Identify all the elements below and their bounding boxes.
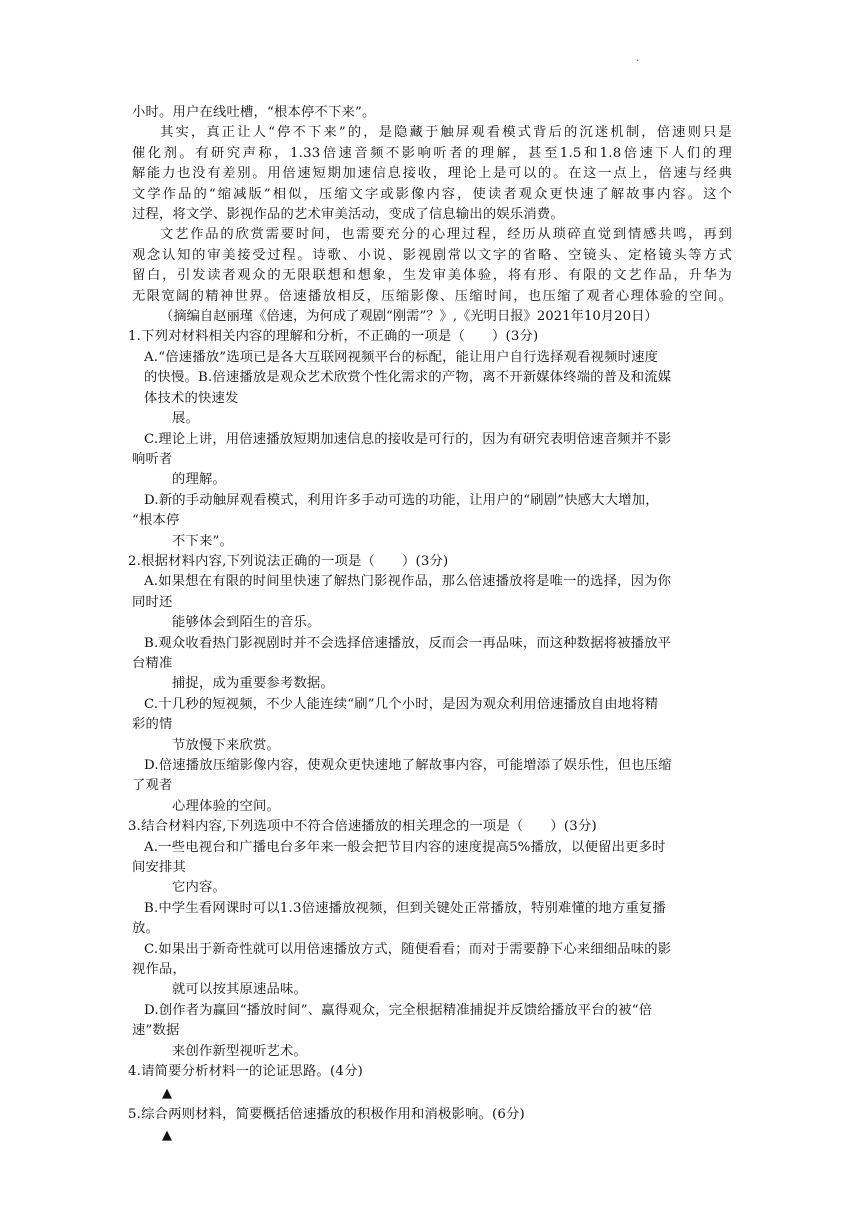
option-b bbox=[132, 899, 732, 940]
option-line: D.倍速播放压缩影像内容，使观众更快速地了解故事内容，可能增添了娱乐性，但也压缩 bbox=[144, 758, 672, 773]
page-mark: · bbox=[636, 56, 640, 67]
option-line: 它内容。 bbox=[172, 880, 226, 896]
option-line: 展。 bbox=[172, 411, 199, 427]
option-line: “根本停 bbox=[132, 513, 180, 529]
passage-line: 其实，真正让人“停不下来”的，是隐藏于触屏观看模式背后的沉迷机制，倍速则只是 bbox=[160, 125, 732, 141]
passage-line: 文艺作品的欣赏需要时间，也需要充分的心理过程，经历从琐碎直觉到情感共鸣，再到 bbox=[160, 227, 732, 243]
passage-line: 小时。用户在线吐槽，“根本停不下来”。 bbox=[132, 105, 376, 120]
option-line: 的快慢。B.倍速播放是观众艺术欣赏个性化需求的产物，离不开新媒体终端的普及和流媒 bbox=[144, 370, 672, 386]
option-line: 节放慢下来欣赏。 bbox=[172, 737, 280, 753]
option-line: 不下来”。 bbox=[172, 533, 233, 549]
passage-line: 无限宽阔的精神世界。倍速播放相反，压缩影像、压缩时间，也压缩了观者心理体验的空间。 bbox=[132, 288, 732, 304]
option-line: 了观者 bbox=[132, 778, 173, 794]
option-d bbox=[132, 1001, 732, 1062]
question-1 bbox=[128, 327, 732, 551]
question-3 bbox=[128, 817, 732, 1062]
option-line: 台精准 bbox=[132, 655, 173, 671]
passage-line: 过程，将文学、影视作品的艺术审美活动，变成了信息输出的娱乐消费。 bbox=[132, 207, 564, 223]
option-line: D.新的手动触屏观看模式，利用许多手动可选的功能，让用户的“刷剧”快感大大增加， bbox=[144, 492, 659, 508]
option-line: A.如果想在有限的时间里快速了解热门影视作品，那么倍速播放将是唯一的选择，因为你 bbox=[144, 574, 672, 590]
option-c bbox=[132, 430, 732, 491]
option-a bbox=[132, 572, 732, 633]
option-line: 来创作新型视听艺术。 bbox=[172, 1043, 307, 1059]
passage-line: 留白，引发读者观众的无限联想和想象，生发审美体验，将有形、有限的文艺作品，升华为 bbox=[132, 268, 732, 284]
option-line: 心理体验的空间。 bbox=[172, 798, 280, 814]
option-c bbox=[132, 695, 732, 756]
document-body bbox=[128, 103, 732, 1147]
option-line: 就可以按其原速品味。 bbox=[172, 982, 307, 998]
option-line: 视作品， bbox=[132, 962, 186, 978]
question-stem: 4.请简要分析材料一的论证思路。(4分) bbox=[128, 1064, 363, 1080]
option-d bbox=[132, 491, 732, 552]
question-stem: 1.下列对材料相关内容的理解和分析，不正确的一项是（ ）(3分) bbox=[128, 329, 539, 345]
option-line: 体技术的快速发 bbox=[144, 390, 239, 406]
option-a bbox=[132, 838, 732, 899]
option-c bbox=[132, 940, 732, 1001]
answer-marker: ▲ bbox=[162, 1127, 172, 1143]
option-d bbox=[132, 756, 732, 817]
option-line: 的理解。 bbox=[172, 472, 226, 488]
option-line: C.如果出于新奇性就可以用倍速播放方式，随便看看；而对于需要静下心来细细品味的影 bbox=[144, 941, 672, 957]
option-line: C.理论上讲，用倍速播放短期加速信息的接收是可行的，因为有研究表明倍速音频并不影 bbox=[144, 431, 672, 447]
reading-passage bbox=[132, 103, 732, 327]
option-line: B.中学生看网课时可以1.3倍速播放视频，但到关键处正常播放，特别难懂的地方重复播 bbox=[144, 900, 667, 916]
passage-line: 文学作品的“缩减版”相似，压缩文字或影像内容，使读者观众更快速了解故事内容。这个 bbox=[132, 186, 732, 202]
option-b bbox=[132, 634, 732, 695]
question-4 bbox=[128, 1062, 732, 1104]
passage-line: 观念认知的审美接受过程。诗歌、小说、影视剧常以文字的省略、空镜头、定格镜头等方式 bbox=[132, 247, 732, 263]
option-line: 能够体会到陌生的音乐。 bbox=[172, 615, 321, 631]
answer-marker: ▲ bbox=[162, 1085, 172, 1101]
option-line: 速”数据 bbox=[132, 1023, 180, 1039]
option-line: 捕捉，成为重要参考数据。 bbox=[172, 676, 334, 692]
option-line: 彩的情 bbox=[132, 717, 173, 733]
option-line: B.观众收看热门影视剧时并不会选择倍速播放，反而会一再品味，而这种数据将被播放平 bbox=[144, 635, 672, 651]
option-line: 间安排其 bbox=[132, 860, 186, 876]
option-line: 放。 bbox=[132, 921, 159, 937]
question-stem: 5.综合两则材料，简要概括倍速播放的积极作用和消极影响。(6分) bbox=[128, 1106, 525, 1122]
option-line: 同时还 bbox=[132, 594, 173, 610]
passage-line: 催化剂。有研究声称，1.33倍速音频不影响听者的理解，甚至1.5和1.8倍速下人们的理 bbox=[132, 145, 732, 161]
option-line: C.十几秒的短视频，不少人能连续“刷”几个小时，是因为观众利用倍速播放自由地将精 bbox=[144, 696, 659, 712]
option-line: A.“倍速播放”选项已是各大互联网视频平台的标配，能让用户自行选择观看视频时速度 bbox=[144, 349, 659, 365]
question-2 bbox=[128, 552, 732, 817]
option-line: D.创作者为赢回“播放时间”、赢得观众，完全根据精准捕捉并反馈给播放平台的被“倍 bbox=[144, 1002, 653, 1018]
option-line: A.一些电视台和广播电台多年来一般会把节目内容的速度提高5%播放，以便留出更多时 bbox=[144, 839, 666, 855]
passage-line: 解能力也没有差别。用倍速短期加速信息接收，理论上是可以的。在这一点上，倍速与经典 bbox=[132, 166, 732, 182]
question-stem: 2.根据材料内容,下列说法正确的一项是（ ）(3分) bbox=[128, 553, 449, 569]
source-citation: （摘编自赵丽瑾《倍速，为何成了观剧“刚需”？》,《光明日报》2021年10月20日） bbox=[160, 309, 658, 325]
question-stem: 3.结合材料内容,下列选项中不符合倍速播放的相关理念的一项是（ ）(3分) bbox=[128, 819, 597, 835]
option-line: 响听者 bbox=[132, 451, 173, 467]
question-5 bbox=[128, 1105, 732, 1147]
option-a bbox=[132, 348, 732, 430]
